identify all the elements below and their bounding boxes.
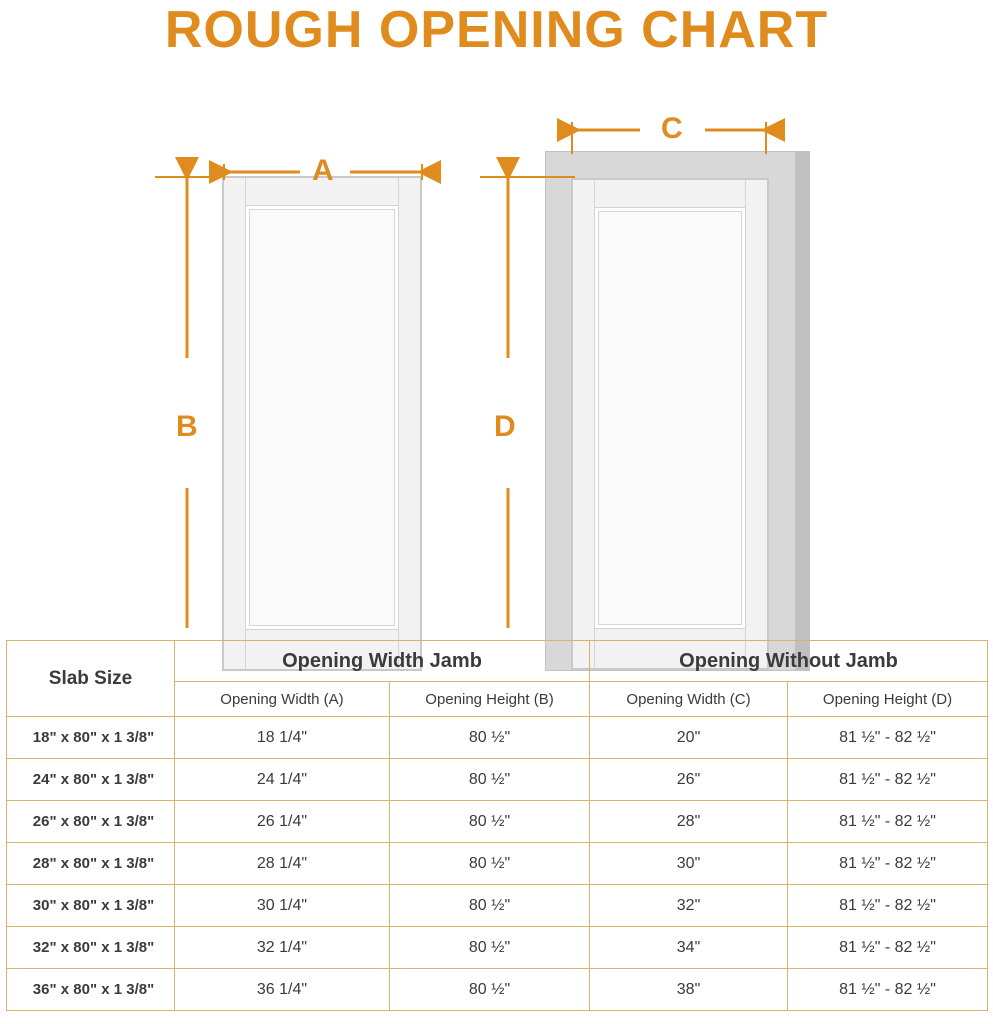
table-header-group-row bbox=[7, 641, 988, 682]
dimension-label-b: B bbox=[176, 410, 198, 443]
door-with-jamb bbox=[222, 176, 422, 671]
cell-opening-width-c: 30" bbox=[590, 843, 788, 885]
cell-slab-size: 26" x 80" x 1 3/8" bbox=[7, 801, 175, 843]
table-row bbox=[7, 969, 988, 1011]
group-header-with-jamb: Opening Width Jamb bbox=[175, 641, 590, 682]
diagram-area bbox=[0, 58, 993, 628]
cell-opening-height-d: 81 ½" - 82 ½" bbox=[788, 927, 988, 969]
table-row bbox=[7, 843, 988, 885]
cell-slab-size: 32" x 80" x 1 3/8" bbox=[7, 927, 175, 969]
cell-opening-height-b: 80 ½" bbox=[390, 843, 590, 885]
cell-opening-height-b: 80 ½" bbox=[390, 759, 590, 801]
cell-opening-height-d: 81 ½" - 82 ½" bbox=[788, 759, 988, 801]
cell-slab-size: 28" x 80" x 1 3/8" bbox=[7, 843, 175, 885]
door-left-stile bbox=[224, 178, 246, 669]
door-without-jamb bbox=[545, 151, 810, 671]
table-row bbox=[7, 885, 988, 927]
table-row bbox=[7, 759, 988, 801]
dimension-arrows bbox=[0, 58, 993, 628]
cell-opening-width-a: 28 1/4" bbox=[175, 843, 390, 885]
door-panel bbox=[598, 211, 742, 625]
door-right-stile bbox=[398, 178, 420, 669]
table-row bbox=[7, 801, 988, 843]
dimension-label-a: A bbox=[312, 154, 334, 187]
door-right-stile bbox=[745, 180, 767, 668]
cell-opening-width-c: 28" bbox=[590, 801, 788, 843]
dimension-label-d: D bbox=[494, 410, 516, 443]
cell-opening-width-a: 24 1/4" bbox=[175, 759, 390, 801]
door-slab bbox=[571, 178, 769, 670]
cell-opening-height-b: 80 ½" bbox=[390, 927, 590, 969]
cell-opening-width-a: 36 1/4" bbox=[175, 969, 390, 1011]
cell-slab-size: 24" x 80" x 1 3/8" bbox=[7, 759, 175, 801]
cell-opening-height-b: 80 ½" bbox=[390, 969, 590, 1011]
cell-opening-height-d: 81 ½" - 82 ½" bbox=[788, 843, 988, 885]
cell-slab-size: 18" x 80" x 1 3/8" bbox=[7, 717, 175, 759]
cell-opening-width-c: 20" bbox=[590, 717, 788, 759]
rough-opening-table bbox=[6, 640, 988, 1011]
column-header-slab-size: Slab Size bbox=[7, 641, 175, 717]
cell-opening-width-a: 32 1/4" bbox=[175, 927, 390, 969]
cell-opening-width-a: 26 1/4" bbox=[175, 801, 390, 843]
door-left-stile bbox=[573, 180, 595, 668]
frame-shadow bbox=[795, 152, 809, 670]
page-title: ROUGH OPENING CHART bbox=[164, 1, 829, 59]
cell-opening-width-c: 38" bbox=[590, 969, 788, 1011]
cell-opening-width-a: 18 1/4" bbox=[175, 717, 390, 759]
dimension-label-c: C bbox=[661, 112, 683, 145]
group-header-without-jamb: Opening Without Jamb bbox=[590, 641, 988, 682]
cell-opening-height-d: 81 ½" - 82 ½" bbox=[788, 717, 988, 759]
cell-opening-width-a: 30 1/4" bbox=[175, 885, 390, 927]
cell-opening-width-c: 34" bbox=[590, 927, 788, 969]
cell-opening-height-b: 80 ½" bbox=[390, 885, 590, 927]
cell-opening-height-d: 81 ½" - 82 ½" bbox=[788, 885, 988, 927]
door-top-rail bbox=[595, 180, 745, 208]
cell-opening-height-b: 80 ½" bbox=[390, 717, 590, 759]
cell-opening-width-c: 26" bbox=[590, 759, 788, 801]
cell-slab-size: 36" x 80" x 1 3/8" bbox=[7, 969, 175, 1011]
column-header-opening-width-c: Opening Width (C) bbox=[590, 682, 788, 717]
table-row bbox=[7, 717, 988, 759]
cell-opening-height-d: 81 ½" - 82 ½" bbox=[788, 801, 988, 843]
cell-opening-height-b: 80 ½" bbox=[390, 801, 590, 843]
rough-opening-table-wrapper bbox=[6, 640, 987, 1011]
column-header-opening-height-d: Opening Height (D) bbox=[788, 682, 988, 717]
table-row bbox=[7, 927, 988, 969]
cell-slab-size: 30" x 80" x 1 3/8" bbox=[7, 885, 175, 927]
column-header-opening-width-a: Opening Width (A) bbox=[175, 682, 390, 717]
column-header-opening-height-b: Opening Height (B) bbox=[390, 682, 590, 717]
table-body bbox=[7, 717, 988, 1011]
cell-opening-width-c: 32" bbox=[590, 885, 788, 927]
door-panel bbox=[249, 209, 395, 626]
cell-opening-height-d: 81 ½" - 82 ½" bbox=[788, 969, 988, 1011]
